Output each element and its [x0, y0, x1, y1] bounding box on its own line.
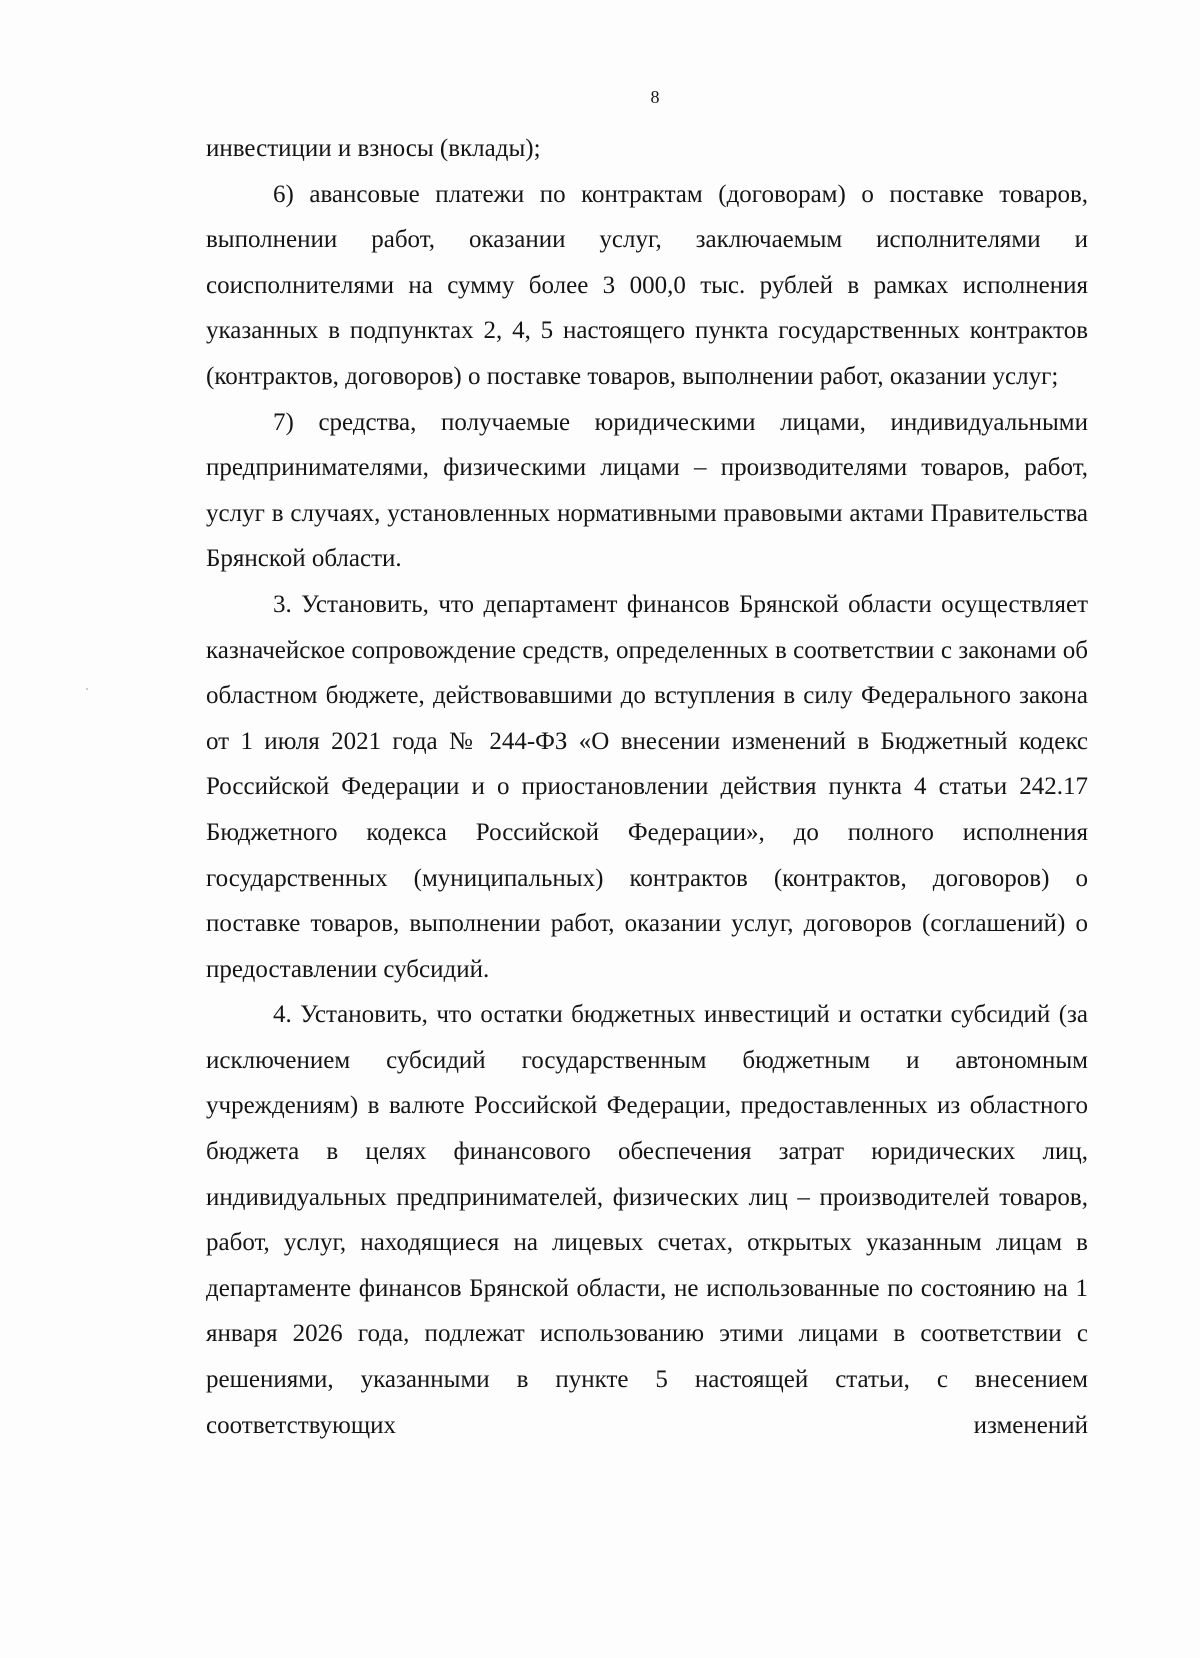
page-number: 8 [650, 87, 660, 107]
paragraph-clause-4: 4. Установить, что остатки бюджетных инвестиций и остатки субсидий (за исключением субсидий государственным бюджетным и автономным учреждениям) в валюте Российской Федерации, предоставленных из областного бюджета в целях финансового обеспечения затрат юридических лиц, индивидуальных предпринимателей, физических лиц – производителей товаров, работ, услуг, находящиеся на лицевых счетах, открытых указанным лицам в департаменте финансов Брянской области, не использованные по состоянию на 1 января 2026 года, подлежат использованию этими лицами в соответствии с решениями, указанными в пункте 5 настоящей статьи, с внесением соответствующих изменений [206, 1001, 1088, 1439]
document-body [206, 126, 1088, 1448]
paragraph-item-7: 7) средства, получаемые юридическими лицами, индивидуальными предпринимателями, физическими лицами – производителями товаров, работ, услуг в случаях, установленных нормативными правовыми актами Правительства Брянской области. [206, 408, 1088, 573]
paragraph-clause-3: 3. Установить, что департамент финансов Брянской области осуществляет казначейское сопровождение средств, определенных в соответствии с законами об областном бюджете, действовавшими до вступления в силу Федерального закона от 1 июля 2021 года № 244-ФЗ «О внесении изменений в Бюджетный кодекс Российской Федерации и о приостановлении действия пункта 4 статьи 242.17 Бюджетного кодекса Российской Федерации», до полного исполнения государственных (муниципальных) контрактов (контрактов, договоров) о поставке товаров, выполнении работ, оказании услуг, договоров (соглашений) о предоставлении субсидий. [206, 590, 1088, 983]
scan-speck [86, 688, 88, 690]
paragraph-continuation: инвестиции и взносы (вклады); [206, 135, 541, 162]
paragraph-item-6: 6) авансовые платежи по контрактам (договорам) о поставке товаров, выполнении работ, оказании услуг, заключаемым исполнителями и соисполнителями на сумму более 3 000,0 тыс. рублей в рамках исполнения указанных в подпунктах 2, 4, 5 настоящего пункта государственных контрактов (контрактов, договоров) о поставке товаров, выполнении работ, оказании услуг; [206, 180, 1088, 390]
